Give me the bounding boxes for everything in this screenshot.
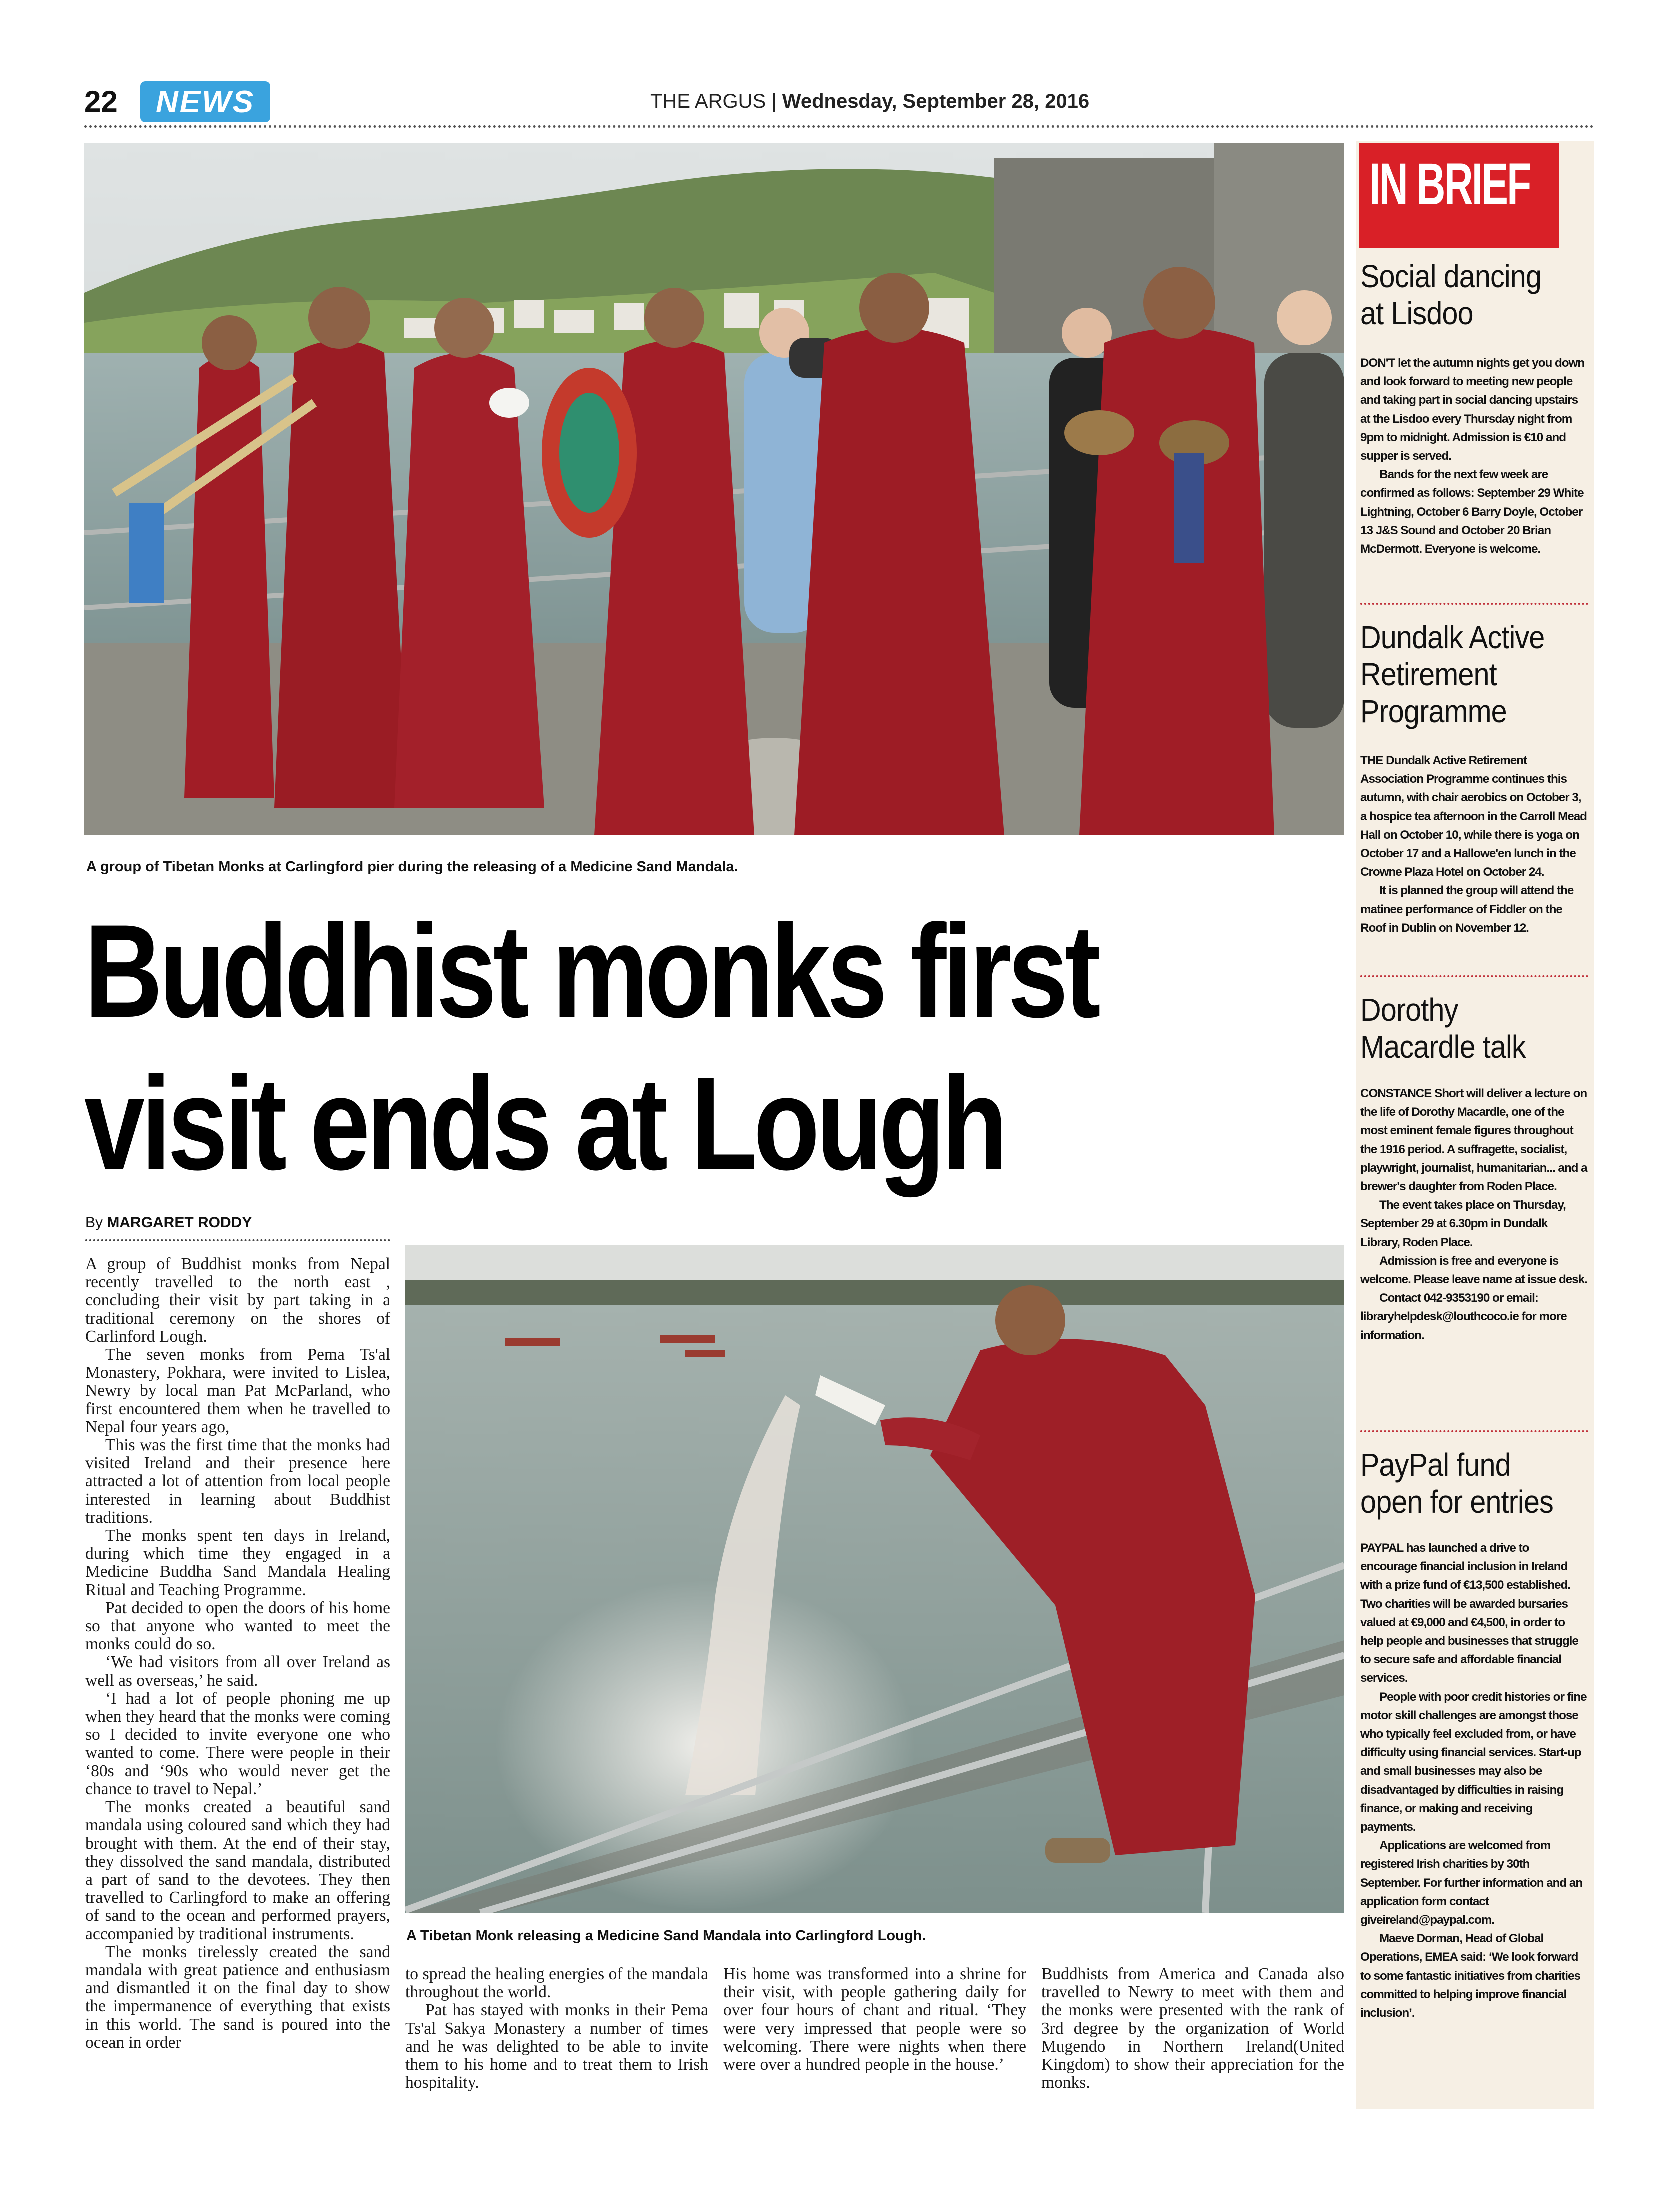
in-brief-label: IN BRIEF: [1369, 151, 1530, 217]
byline: [85, 1214, 252, 1231]
paper-name: THE ARGUS: [650, 90, 766, 112]
dateline-separator: |: [771, 90, 777, 112]
brief-divider: [1360, 975, 1588, 977]
photo-sand-illustration: [405, 1245, 1344, 1913]
brief-body-paypal-fund: [1360, 1539, 1588, 2022]
headline-line-1: Buddhist monks first: [84, 897, 1097, 1045]
page-number: 22: [84, 85, 118, 118]
article-paragraph: The monks tirelessly created the sand mandala with great patience and enthusiasm and dismantled it on the final day to show the impermanence of everything that exists in this world. The sand is poured into the ocean in order: [85, 1942, 390, 2052]
photo-monks-ceremony: [84, 143, 1344, 835]
brief-paragraph: Applications are welcomed from registered Irish charities by 30th September. For further information and an application form contact giveireland@paypal.com.: [1360, 1839, 1583, 1927]
brief-headline-line: Macardle talk: [1360, 1029, 1526, 1065]
photo-monk-releasing-sand: [405, 1245, 1344, 1913]
brief-paragraph: Bands for the next few week are confirmed as follows: September 29 White Lightning, October 6 Barry Doyle, October 13 J&S Sound and October 20 Brian McDermott. Everyone is welcome.: [1360, 468, 1584, 556]
section-label: NEWS: [156, 84, 255, 119]
article-column-3: [723, 1965, 1026, 2074]
article-paragraph: ‘I had a lot of people phoning me up when they heard that the monks were coming so I decided to invite everyone one who wanted to come. There were people in their ‘80s and ‘90s who would never get the chance to travel to Nepal.’: [85, 1689, 390, 1798]
brief-headline-line: Social dancing: [1360, 258, 1542, 294]
masthead-rule: [84, 125, 1594, 128]
brief-paragraph: Maeve Dorman, Head of Global Operations, EMEA said: ‘We look forward to some fantastic initiatives from charities committed to helping improve financial inclusion’.: [1360, 1932, 1580, 2020]
brief-paragraph: DON'T let the autumn nights get you down and look forward to meeting new people and taking part in social dancing upstairs at the Lisdoo every Thursday night from 9pm to midnight. Admission is €10 and supper is served.: [1360, 356, 1585, 463]
article-paragraph: to spread the healing energies of the mandala throughout the world.: [405, 1965, 708, 2002]
brief-paragraph: The event takes place on Thursday, September 29 at 6.30pm in Dundalk Library, Roden Place.: [1360, 1198, 1566, 1249]
photo-caption-top: A group of Tibetan Monks at Carlingford pier during the releasing of a Medicine Sand Mandala.: [86, 859, 738, 875]
headline: [84, 895, 1117, 1200]
byline-rule: [85, 1239, 390, 1241]
headline-line-2: visit ends at Lough: [84, 1050, 1004, 1198]
article-paragraph: Buddhists from America and Canada also travelled to Newry to meet with them and the monks were presented with the rank of 3rd degree by the organization of World Mugendo in Northern Ireland(United Kingdom) to show their appreciation for the monks.: [1041, 1965, 1344, 2092]
brief-paragraph: Admission is free and everyone is welcome. Please leave name at issue desk.: [1360, 1254, 1587, 1287]
byline-prefix: By: [85, 1214, 103, 1231]
article-paragraph: The seven monks from Pema Ts'al Monastery, Pokhara, were invited to Lislea, Newry by local man Pat McParland, who first encountered them when he travelled to Nepal four years ago,: [85, 1345, 390, 1436]
article-paragraph: The monks spent ten days in Ireland, during which time they engaged in a Medicine Buddha Sand Mandala Healing Ritual and Teaching Programme.: [85, 1526, 390, 1599]
brief-headline-paypal-fund: [1360, 1446, 1590, 1520]
brief-paragraph: Contact 042-9353190 or email: libraryhelpdesk@louthcoco.ie for more information.: [1360, 1291, 1567, 1342]
brief-body-active-retirement: [1360, 751, 1588, 937]
brief-headline-line: Programme: [1360, 693, 1507, 729]
brief-headline-line: Retirement: [1360, 656, 1497, 692]
article-column-4: [1041, 1965, 1344, 2092]
brief-paragraph: People with poor credit histories or fine motor skill challenges are amongst those who typically feel excluded from, or have difficulty using financial services. Start-up and small businesses may also be disadvantaged by difficulties in raising finance, or making and receiving payments.: [1360, 1690, 1587, 1834]
section-tag-news: [140, 81, 270, 122]
article-paragraph: His home was transformed into a shrine for their visit, with people gathering daily for over four hours of chant and ritual. ‘They were very impressed that people were so welcoming. There were nights when there were over a hundred people in the house.’: [723, 1965, 1026, 2074]
brief-paragraph: CONSTANCE Short will deliver a lecture on the life of Dorothy Macardle, one of the most eminent female figures throughout the 1916 period. A suffragette, socialist, playwright, journalist, humanitarian... and a brewer's daughter from Roden Place.: [1360, 1087, 1587, 1194]
brief-body-macardle-talk: [1360, 1084, 1588, 1345]
brief-headline-social-dancing: [1360, 258, 1590, 332]
brief-headline-active-retirement: [1360, 619, 1590, 730]
brief-body-social-dancing: [1360, 354, 1588, 558]
brief-headline-line: open for entries: [1360, 1484, 1553, 1520]
brief-headline-macardle-talk: [1360, 991, 1590, 1065]
brief-headline-line: at Lisdoo: [1360, 295, 1473, 331]
brief-paragraph: THE Dundalk Active Retirement Association Programme continues this autumn, with chair aerobics on October 3, a hospice tea afternoon in the Carroll Mead Hall on October 10, while there is yoga on October 17 and a Hallowe'en lunch in the Crowne Plaza Hotel on October 24.: [1360, 754, 1587, 879]
brief-divider: [1360, 603, 1588, 605]
brief-paragraph: PAYPAL has launched a drive to encourage financial inclusion in Ireland with a prize fund of €13,500 established. Two charities will be awarded bursaries valued at €9,000 and €4,500, in order to help people and businesses that struggle to secure safe and affordable financial services.: [1360, 1541, 1578, 1685]
brief-paragraph: It is planned the group will attend the matinee performance of Fiddler on the Roof in Dublin on November 12.: [1360, 884, 1574, 935]
issue-date: Wednesday, September 28, 2016: [782, 90, 1090, 112]
article-paragraph: Pat decided to open the doors of his home so that anyone who wanted to meet the monks could do so.: [85, 1598, 390, 1654]
brief-divider: [1360, 1430, 1588, 1432]
article-paragraph: ‘We had visitors from all over Ireland as well as overseas,’ he said.: [85, 1653, 390, 1690]
byline-author: MARGARET RODDY: [107, 1214, 252, 1231]
photo-caption-bottom: A Tibetan Monk releasing a Medicine Sand Mandala into Carlingford Lough.: [406, 1928, 926, 1944]
article-column-2: [405, 1965, 708, 2092]
photo-monks-illustration: [84, 143, 1344, 835]
brief-headline-line: Dundalk Active: [1360, 619, 1545, 655]
brief-headline-line: PayPal fund: [1360, 1447, 1511, 1483]
article-column-1: [85, 1255, 390, 2052]
article-paragraph: The monks created a beautiful sand mandala using coloured sand which they had brought with them. At the end of their stay, they dissolved the sand mandala, distributed a part of sand to the devotees. They then travelled to Carlingford to make an offering of sand to the ocean and performed prayers, accompanied by traditional instruments.: [85, 1798, 390, 1943]
article-paragraph: Pat has stayed with monks in their Pema Ts'al Sakya Monastery a number of times and he was delighted to be able to invite them to his home and to treat them to Irish hospitality.: [405, 2001, 708, 2092]
paper-dateline: [650, 90, 1089, 113]
article-paragraph: A group of Buddhist monks from Nepal recently travelled to the north east , concluding their visit by part taking in a traditional ceremony on the shores of Carlinford Lough.: [85, 1255, 390, 1346]
article-paragraph: This was the first time that the monks had visited Ireland and their presence here attracted a lot of attention from local people interested in learning about Buddhist traditions.: [85, 1436, 390, 1527]
brief-headline-line: Dorothy: [1360, 992, 1458, 1028]
